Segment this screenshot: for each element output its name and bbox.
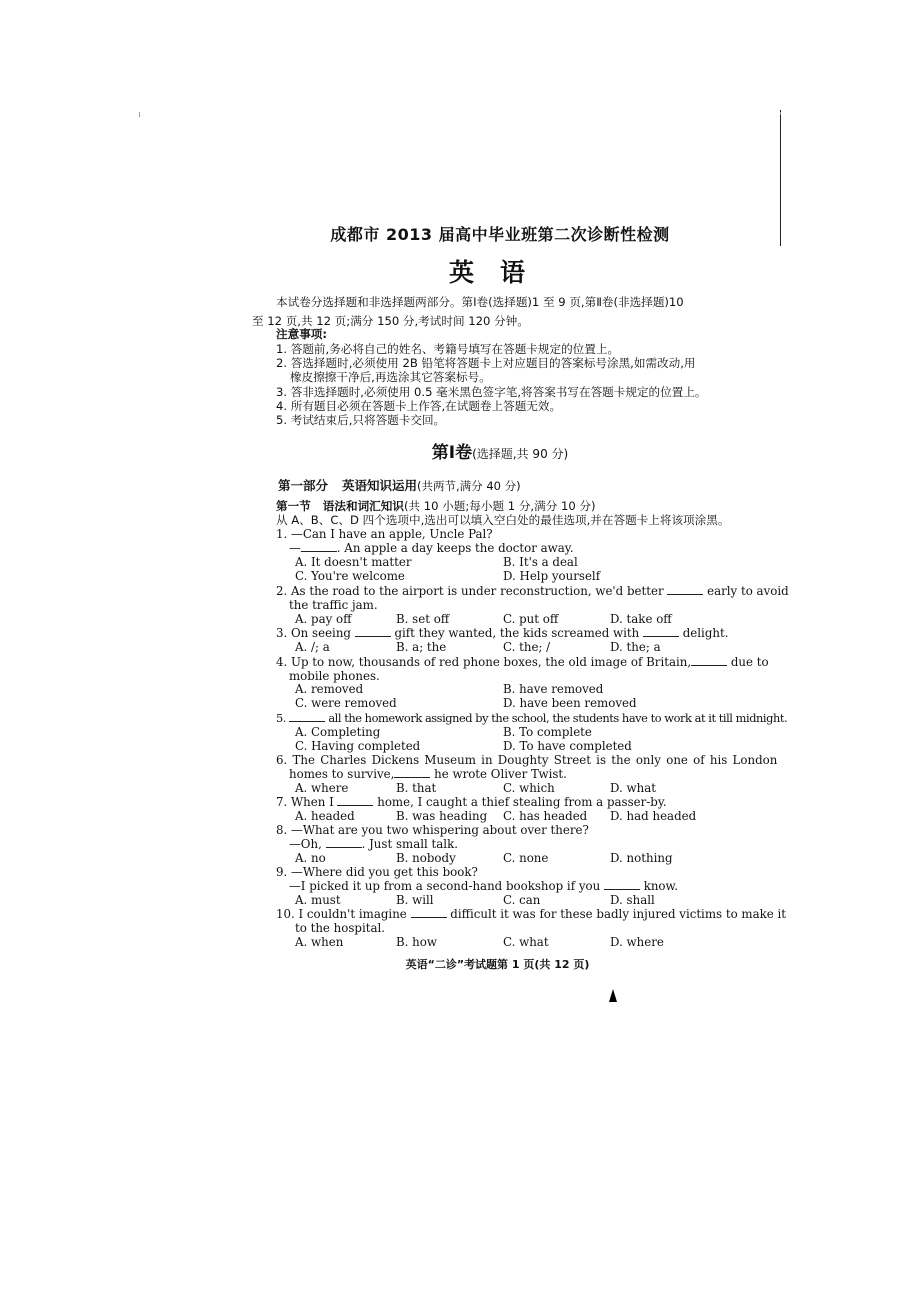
- q2-option-b: B. set off: [396, 612, 450, 626]
- question-number: 3.: [276, 626, 288, 640]
- question-text: . An apple a day keeps the doctor away.: [336, 541, 574, 555]
- notes-heading: 注意事项:: [276, 327, 328, 341]
- subject-title: 英语: [448, 258, 551, 287]
- q10-option-a: A. when: [295, 935, 344, 949]
- question-text: . Just small talk.: [361, 837, 458, 851]
- note-item-1: 1. 答题前,务必将自己的姓名、考籍号填写在答题卡规定的位置上。: [276, 342, 620, 356]
- question-text: I couldn't imagine: [298, 907, 407, 921]
- q2-option-a: A. pay off: [295, 612, 352, 626]
- answer-blank: [301, 541, 337, 552]
- part-note: (共两节,满分 40 分): [417, 479, 521, 493]
- answer-blank: [326, 837, 362, 848]
- answer-blank: [643, 626, 679, 637]
- q7-option-a: A. headed: [295, 809, 355, 823]
- q9-option-c: C. can: [503, 893, 541, 907]
- question-5-stem: [276, 711, 787, 725]
- question-3-stem: [276, 626, 728, 640]
- question-8-reply: [289, 837, 458, 851]
- question-text: he wrote Oliver Twist.: [434, 767, 567, 781]
- question-6-stem: [276, 753, 777, 767]
- q5-option-d: D. To have completed: [503, 739, 632, 753]
- question-number: 10.: [276, 907, 295, 921]
- question-text: As the road to the airport is under reconstruction, we'd better: [291, 584, 664, 598]
- q1-option-c: C. You're welcome: [295, 569, 405, 583]
- q5-option-b: B. To complete: [503, 725, 592, 739]
- question-number: 8.: [276, 823, 288, 837]
- question-text: difficult it was for these badly injured victims to make it: [450, 907, 787, 921]
- q5-option-c: C. Having completed: [295, 739, 421, 753]
- q4-option-c: C. were removed: [295, 696, 397, 710]
- note-item-3: 3. 答非选择题时,必须使用 0.5 毫米黑色签字笔,将答案书写在答题卡规定的位置上。: [276, 385, 707, 399]
- q3-option-c: C. the; /: [503, 640, 551, 654]
- q9-option-a: A. must: [295, 893, 341, 907]
- question-text: —I picked it up from a second-hand bookshop if you: [289, 879, 601, 893]
- q10-option-d: D. where: [610, 935, 664, 949]
- q6-option-a: A. where: [295, 781, 349, 795]
- scan-speck-mark: [139, 112, 140, 117]
- q7-option-c: C. has headed: [503, 809, 588, 823]
- note-item-5: 5. 考试结束后,只将答题卡交回。: [276, 413, 446, 427]
- question-text: On seeing: [291, 626, 351, 640]
- part-title: 第一部分: [278, 478, 329, 493]
- question-number: 9.: [276, 865, 288, 879]
- note-item-4: 4. 所有题目必须在答题卡上作答,在试题卷上答题无效。: [276, 399, 562, 413]
- question-text: all the homework assigned by the school, the students have to work at it till midnight.: [328, 711, 788, 725]
- question-10-stem: [276, 907, 786, 921]
- question-number: 5.: [276, 711, 286, 725]
- q10-option-c: C. what: [503, 935, 549, 949]
- question-text: Up to now, thousands of red phone boxes, the old image of Britain,: [291, 655, 692, 669]
- question-number: 4.: [276, 655, 288, 669]
- q8-option-b: B. nobody: [396, 851, 456, 865]
- answer-blank: [337, 795, 373, 806]
- question-text: —Where did you get this book?: [291, 865, 478, 879]
- q4-option-b: B. have removed: [503, 682, 604, 696]
- question-text: —Can I have an apple, Uncle Pal?: [291, 527, 493, 541]
- question-text: —What are you two whispering about over there?: [291, 823, 589, 837]
- question-text: —Oh,: [289, 837, 322, 851]
- question-text: early to avoid: [707, 584, 789, 598]
- q6-option-b: B. that: [396, 781, 437, 795]
- exam-title: 成都市 2013 届高中毕业班第二次诊断性检测: [330, 225, 670, 244]
- question-text: When I: [291, 795, 334, 809]
- question-text: gift they wanted, the kids screamed with: [394, 626, 640, 640]
- q3-option-a: A. /; a: [295, 640, 330, 654]
- part-name: 英语知识运用: [342, 478, 418, 493]
- q7-option-d: D. had headed: [610, 809, 697, 823]
- question-4-cont: mobile phones.: [289, 669, 380, 683]
- answer-blank: [289, 711, 325, 722]
- intro-line-2: 至 12 页,共 12 页;满分 150 分,考试时间 120 分钟。: [252, 314, 529, 328]
- q5-option-a: A. Completing: [295, 725, 381, 739]
- answer-blank: [604, 879, 640, 890]
- question-9-reply: [289, 879, 678, 893]
- question-text: due to: [730, 655, 769, 669]
- question-6-cont: [289, 767, 567, 781]
- q7-option-b: B. was heading: [396, 809, 488, 823]
- q1-option-d: D. Help yourself: [503, 569, 601, 583]
- answer-blank: [691, 655, 727, 666]
- answer-blank: [394, 767, 430, 778]
- question-1-reply: [289, 541, 574, 555]
- section-heading: [276, 499, 596, 513]
- answer-blank: [411, 907, 447, 918]
- question-number: 7.: [276, 795, 288, 809]
- volume-note: (选择题,共 90 分): [472, 447, 569, 461]
- question-4-stem: [276, 655, 769, 669]
- question-text: homes to survive,: [289, 767, 395, 781]
- question-8-stem: [276, 823, 589, 837]
- note-item-2: 2. 答选择题时,必须使用 2B 铅笔将答题卡上对应题目的答案标号涂黑,如需改动,用: [276, 356, 696, 370]
- question-text: know.: [643, 879, 678, 893]
- intro-line-1: 本试卷分选择题和非选择题两部分。第Ⅰ卷(选择题)1 至 9 页,第Ⅱ卷(非选择题)10: [276, 295, 684, 309]
- question-2-cont: the traffic jam.: [289, 598, 378, 612]
- question-number: 1.: [276, 527, 288, 541]
- q4-option-d: D. have been removed: [503, 696, 637, 710]
- q10-option-b: B. how: [396, 935, 437, 949]
- question-2-stem: [276, 584, 789, 598]
- section-name: 语法和词汇知识: [322, 499, 404, 513]
- answer-blank: [355, 626, 391, 637]
- q9-option-d: D. shall: [610, 893, 655, 907]
- question-number: 2.: [276, 584, 288, 598]
- q2-option-c: C. put off: [503, 612, 559, 626]
- question-7-stem: [276, 795, 667, 809]
- q8-option-c: C. none: [503, 851, 549, 865]
- section-note: (共 10 小题;每小题 1 分,满分 10 分): [403, 499, 596, 513]
- volume-heading: [0, 438, 920, 463]
- q1-option-a: A. It doesn't matter: [295, 555, 412, 569]
- scan-margin-dot: [780, 112, 781, 115]
- question-text: The Charles Dickens Museum in Doughty Street is the only one of his London: [292, 753, 778, 767]
- q6-option-d: D. what: [610, 781, 657, 795]
- volume-title: 第Ⅰ卷: [431, 443, 473, 463]
- question-number: 6.: [276, 753, 288, 767]
- part-heading: [278, 476, 521, 494]
- section-title: 第一节: [276, 499, 311, 513]
- triangle-marker-icon: [609, 989, 617, 1002]
- q4-option-a: A. removed: [295, 682, 364, 696]
- question-10-cont: to the hospital.: [295, 921, 386, 935]
- answer-blank: [667, 584, 703, 595]
- question-text: delight.: [682, 626, 729, 640]
- section-instruction: 从 A、B、C、D 四个选项中,选出可以填入空白处的最佳选项,并在答题卡上将该项涂黑。: [276, 513, 730, 527]
- q2-option-d: D. take off: [610, 612, 672, 626]
- q6-option-c: C. which: [503, 781, 555, 795]
- q9-option-b: B. will: [396, 893, 434, 907]
- page-footer: 英语“二诊”考试题第 1 页(共 12 页): [405, 958, 590, 971]
- question-9-stem: [276, 865, 478, 879]
- q3-option-b: B. a; the: [396, 640, 447, 654]
- q3-option-d: D. the; a: [610, 640, 661, 654]
- question-1-stem: [276, 527, 493, 541]
- dash: —: [289, 541, 301, 555]
- q8-option-d: D. nothing: [610, 851, 673, 865]
- question-text: home, I caught a thief stealing from a passer-by.: [377, 795, 667, 809]
- note-item-2-cont: 橡皮擦擦干净后,再选涂其它答案标号。: [290, 370, 491, 384]
- q1-option-b: B. It's a deal: [503, 555, 578, 569]
- q8-option-a: A. no: [295, 851, 326, 865]
